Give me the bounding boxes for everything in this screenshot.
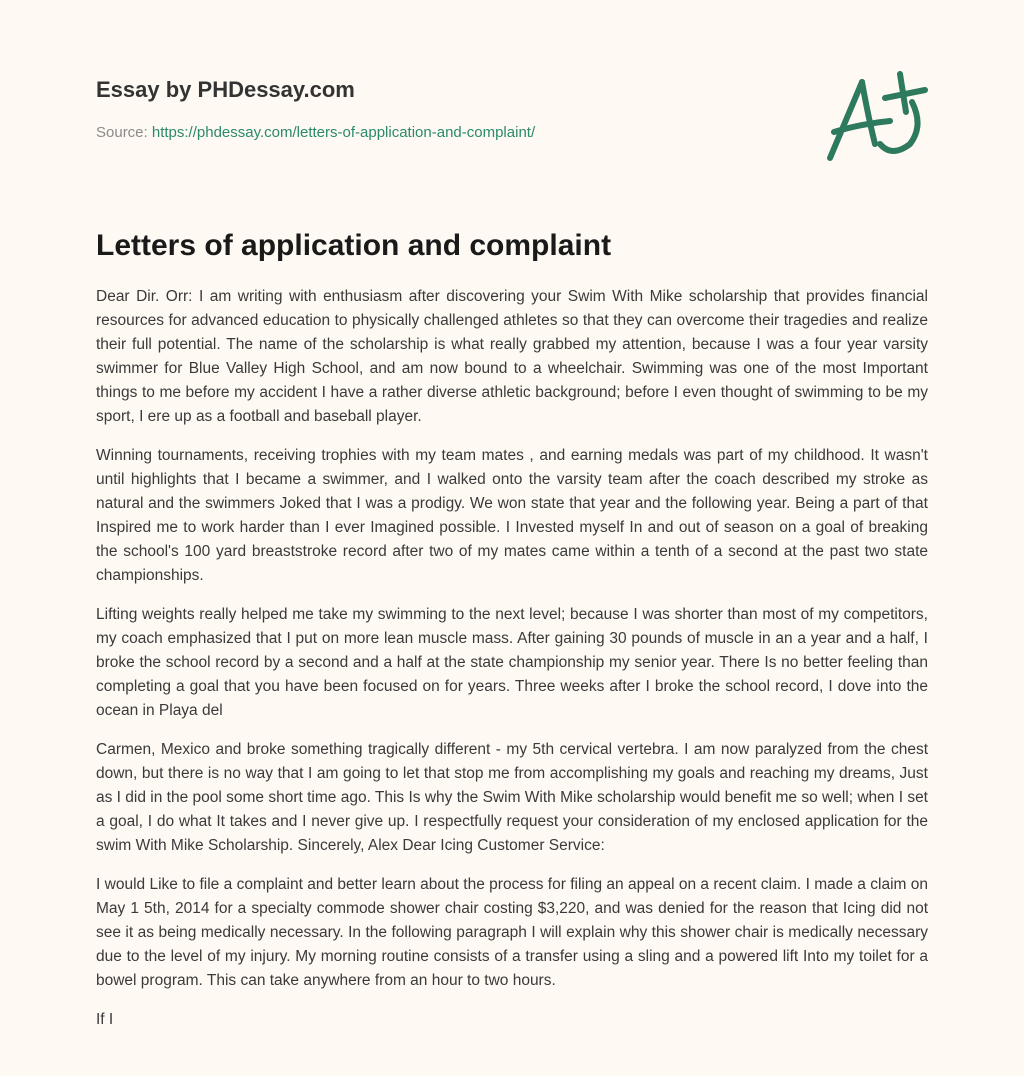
paragraph: Lifting weights really helped me take my swimming to the next level; because I was shorter than most of my competitors, my coach emphasized that I put on more lean muscle mass. After gaining 30 pounds of muscle in an a year and a half, I broke the school record by a second and a half at the state championship my senior year. There Is no better feeling than completing a goal that you have been focused on for years. Three weeks after I broke the school record, I dove into the ocean in Playa del (96, 606, 928, 719)
source-line (96, 123, 928, 143)
source-label: Source: (96, 124, 148, 141)
document-title: Letters of application and complaint (96, 229, 612, 262)
paragraph: Winning tournaments, receiving trophies with my team mates , and earning medals was part of my childhood. It wasn't until highlights that I became a swimmer, and I walked onto the varsity team after the coach described my stroke as natural and the swimmers Joked that I was a prodigy. We won state that year and the following year. Being a part of that Inspired me to work harder than I ever Imagined possible. I Invested myself In and out of season on a goal of breaking the school's 100 yard breaststroke record after two of my mates came within a tenth of a second at the past two state championships. (96, 447, 928, 584)
paragraph: I would Like to file a complaint and better learn about the process for filing an appeal on a recent claim. I made a claim on May 1 5th, 2014 for a specialty commode shower chair costing $3,220, and was denied for the reason that Icing did not see it as being medically necessary. In the following paragraph I will explain why this shower chair is medically necessary due to the level of my injury. My morning routine consists of a transfer using a sling and a powered lift Into my toilet for a bowel program. This can take anywhere from an hour to two hours. (96, 876, 928, 989)
paragraph: Carmen, Mexico and broke something tragically different - my 5th cervical vertebra. I am now paralyzed from the chest down, but there is no way that I am going to let that stop me from accomplishing my goals and reaching my dreams, Just as I did in the pool some short time ago. This Is why the Swim With Mike scholarship would benefit me so well; when I set a goal, I do what It takes and I never give up. I respectfully request your consideration of my enclosed application for the swim With Mike Scholarship. Sincerely, Alex Dear Icing Customer Service: (96, 741, 928, 854)
page-header (96, 74, 928, 143)
paragraph: If I (96, 1011, 114, 1028)
document-body (96, 285, 928, 1047)
source-link[interactable]: https://phdessay.com/letters-of-application-and-complaint/ (151, 124, 536, 141)
a-plus-grade-icon (820, 66, 930, 166)
site-title: Essay by PHDessay.com (96, 77, 355, 102)
paragraph: Dear Dir. Orr: I am writing with enthusiasm after discovering your Swim With Mike scholarship that provides financial resources for advanced education to physically challenged athletes so that they can overcome their tragedies and realize their full potential. The name of the scholarship is what really grabbed my attention, because I was a four year varsity swimmer for Blue Valley High School, and am now bound to a wheelchair. Swimming was one of the most Important things to me before my accident I have a rather diverse athletic background; before I even thought of swimming to be my sport, I ere up as a football and baseball player. (96, 288, 928, 425)
